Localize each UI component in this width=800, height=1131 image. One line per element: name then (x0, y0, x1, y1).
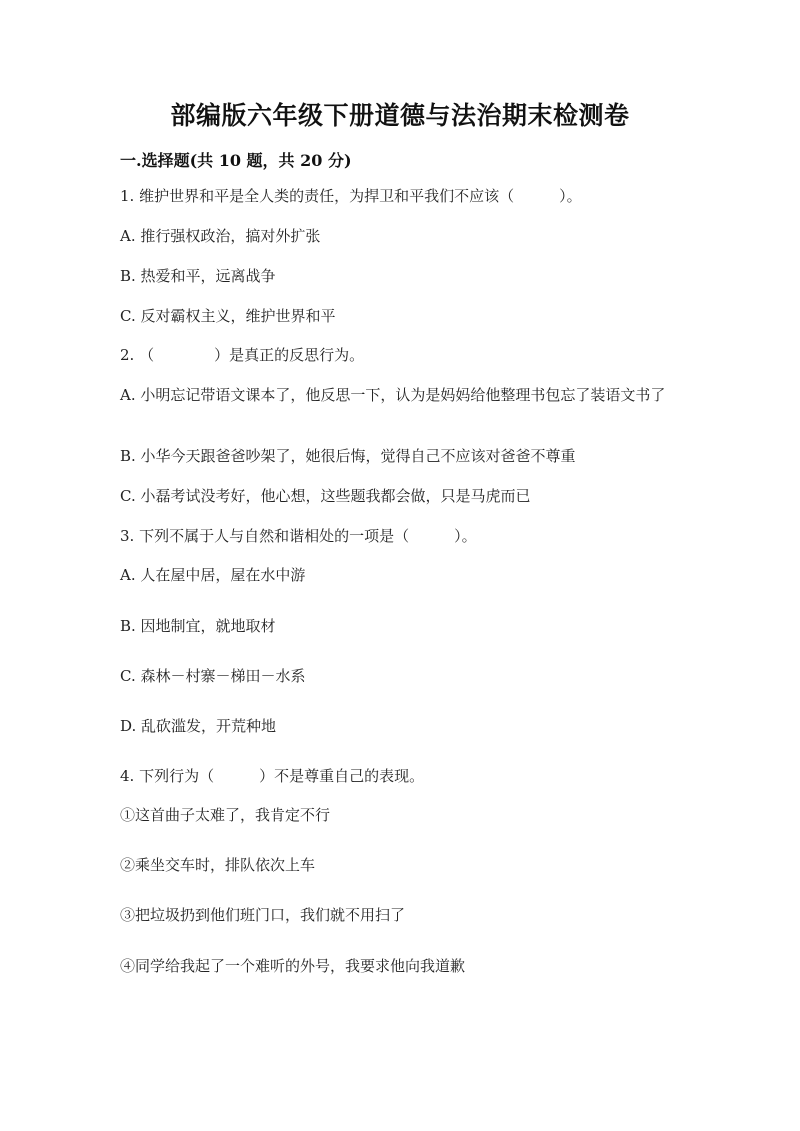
question-4-item-2: ②乘坐交车时，排队依次上车 (120, 856, 316, 874)
question-3-option-a: A. 人在屋中居，屋在水中游 (120, 566, 306, 584)
question-1-option-b: B. 热爱和平，远离战争 (120, 267, 276, 285)
document-title: 部编版六年级下册道德与法治期末检测卷 (170, 101, 630, 130)
question-2-option-a: A. 小明忘记带语文课本了，他反思一下，认为是妈妈给他整理书包忘了装语文书了 (120, 386, 666, 404)
question-3-option-b: B. 因地制宜，就地取材 (120, 617, 276, 635)
question-stem-4: 4. 下列行为（ ）不是尊重自己的表现。 (120, 767, 425, 785)
question-stem-1: 1. 维护世界和平是全人类的责任，为捍卫和平我们不应该（ ）。 (120, 187, 582, 205)
question-4-item-3: ③把垃圾扔到他们班门口，我们就不用扫了 (120, 906, 406, 924)
question-2-option-c: C. 小磊考试没考好，他心想，这些题我都会做，只是马虎而已 (120, 487, 531, 505)
question-3-option-d: D. 乱砍滥发，开荒种地 (120, 717, 277, 735)
question-1-option-a: A. 推行强权政治，搞对外扩张 (120, 227, 321, 245)
question-1-option-c: C. 反对霸权主义，维护世界和平 (120, 307, 336, 325)
question-3-option-c: C. 森林－村寨－梯田－水系 (120, 667, 306, 685)
question-4-item-1: ①这首曲子太难了，我肯定不行 (120, 806, 331, 824)
question-4-item-4: ④同学给我起了一个难听的外号，我要求他向我道歉 (120, 957, 466, 975)
section-heading: 一.选择题(共 10 题，共 20 分) (120, 151, 352, 170)
question-stem-3: 3. 下列不属于人与自然和谐相处的一项是（ ）。 (120, 527, 477, 545)
question-stem-2: 2. （ ）是真正的反思行为。 (120, 346, 365, 364)
question-2-option-b: B. 小华今天跟爸爸吵架了，她很后悔，觉得自己不应该对爸爸不尊重 (120, 447, 576, 465)
